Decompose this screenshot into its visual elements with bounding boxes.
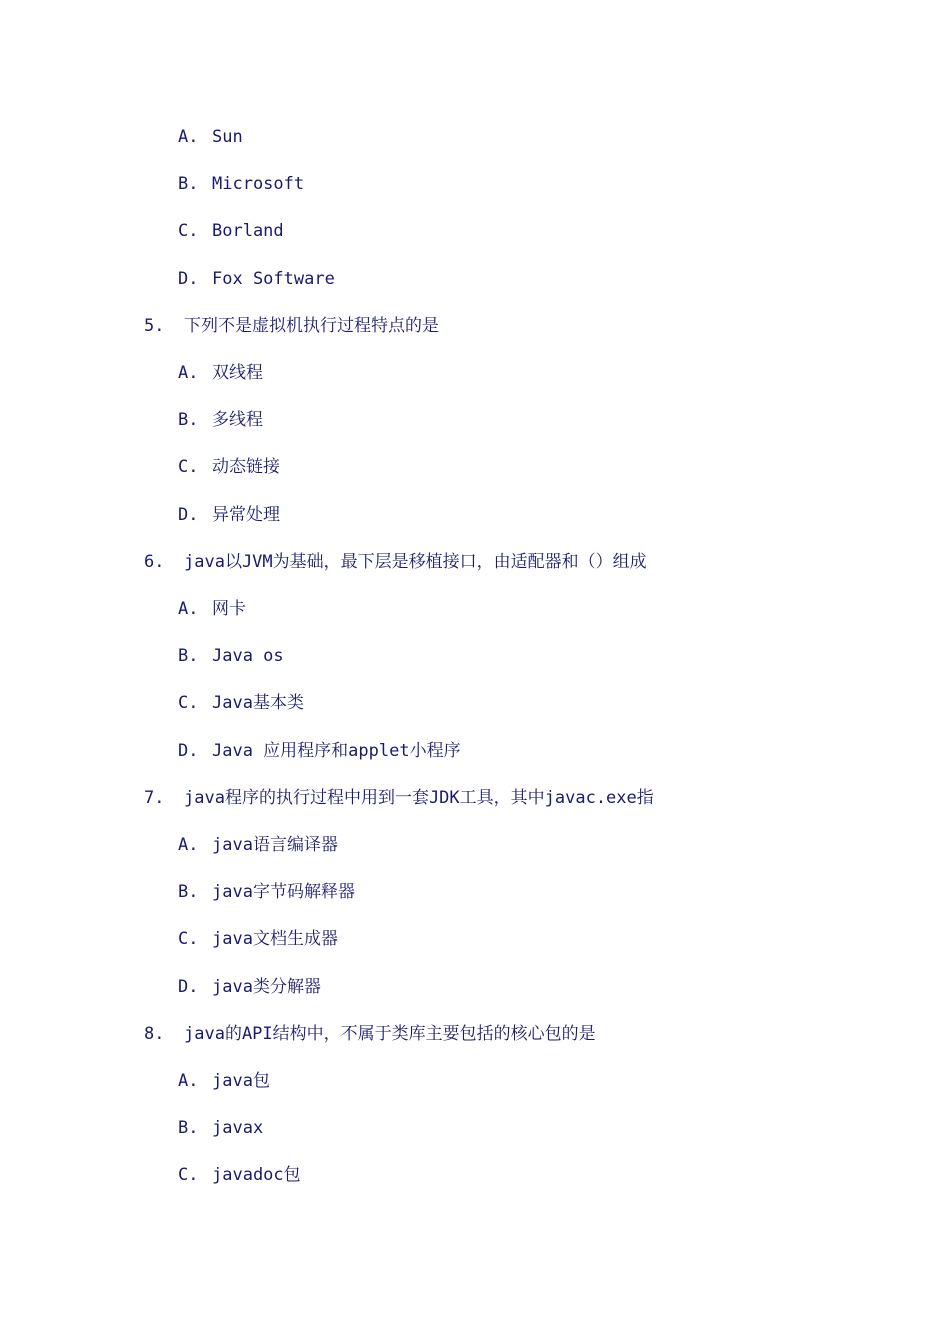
option-line	[178, 739, 461, 763]
question-text: java的API结构中，不属于类库主要包括的核心包的是	[184, 1024, 596, 1044]
option-line	[178, 361, 263, 385]
question-text: java以JVM为基础，最下层是移植接口，由适配器和（）组成	[184, 552, 647, 572]
option-letter: B.	[178, 646, 199, 666]
option-letter: B.	[178, 174, 199, 194]
option-text: java语言编译器	[212, 835, 338, 855]
option-line	[178, 880, 355, 904]
option-text: java类分解器	[212, 977, 321, 997]
option-line	[178, 219, 284, 243]
option-text: 多线程	[212, 410, 263, 430]
question-number: 7.	[144, 788, 165, 808]
option-letter: C.	[178, 929, 199, 949]
question-text: java程序的执行过程中用到一套JDK工具，其中javac.exe指	[184, 788, 654, 808]
option-line	[178, 125, 243, 149]
option-line	[178, 1116, 263, 1140]
option-letter: C.	[178, 457, 199, 477]
option-text: javax	[212, 1118, 264, 1138]
option-text: 异常处理	[212, 505, 280, 525]
option-text: Sun	[212, 127, 243, 147]
question-line	[144, 1022, 596, 1046]
option-letter: B.	[178, 1118, 199, 1138]
option-text: javadoc包	[212, 1165, 301, 1185]
option-letter: D.	[178, 977, 199, 997]
option-letter: B.	[178, 882, 199, 902]
option-letter: D.	[178, 741, 199, 761]
option-line	[178, 975, 321, 999]
option-letter: A.	[178, 127, 199, 147]
option-letter: D.	[178, 269, 199, 289]
option-line	[178, 833, 338, 857]
option-text: Java os	[212, 646, 284, 666]
option-line	[178, 267, 335, 291]
option-line	[178, 172, 304, 196]
question-text: 下列不是虚拟机执行过程特点的是	[184, 316, 439, 336]
option-text: java字节码解释器	[212, 882, 355, 902]
question-number: 8.	[144, 1024, 165, 1044]
option-letter: C.	[178, 221, 199, 241]
question-line	[144, 314, 439, 338]
option-text: Fox Software	[212, 269, 335, 289]
question-line	[144, 786, 654, 810]
option-text: java文档生成器	[212, 929, 338, 949]
option-letter: A.	[178, 363, 199, 383]
option-text: Microsoft	[212, 174, 305, 194]
option-text: Java基本类	[212, 693, 304, 713]
option-line	[178, 691, 304, 715]
option-line	[178, 408, 263, 432]
option-line	[178, 927, 338, 951]
option-text: 动态链接	[212, 457, 280, 477]
option-letter: A.	[178, 1071, 199, 1091]
option-text: java包	[212, 1071, 270, 1091]
option-line	[178, 1163, 301, 1187]
question-number: 6.	[144, 552, 165, 572]
question-number: 5.	[144, 316, 165, 336]
option-line	[178, 644, 284, 668]
option-text: 网卡	[212, 599, 246, 619]
option-text: Borland	[212, 221, 284, 241]
option-letter: A.	[178, 599, 199, 619]
option-line	[178, 1069, 270, 1093]
question-line	[144, 550, 647, 574]
option-line	[178, 503, 280, 527]
option-letter: C.	[178, 693, 199, 713]
option-letter: C.	[178, 1165, 199, 1185]
option-letter: D.	[178, 505, 199, 525]
option-line	[178, 597, 246, 621]
option-letter: A.	[178, 835, 199, 855]
option-text: Java 应用程序和applet小程序	[212, 741, 461, 761]
option-letter: B.	[178, 410, 199, 430]
option-text: 双线程	[212, 363, 263, 383]
option-line	[178, 455, 280, 479]
